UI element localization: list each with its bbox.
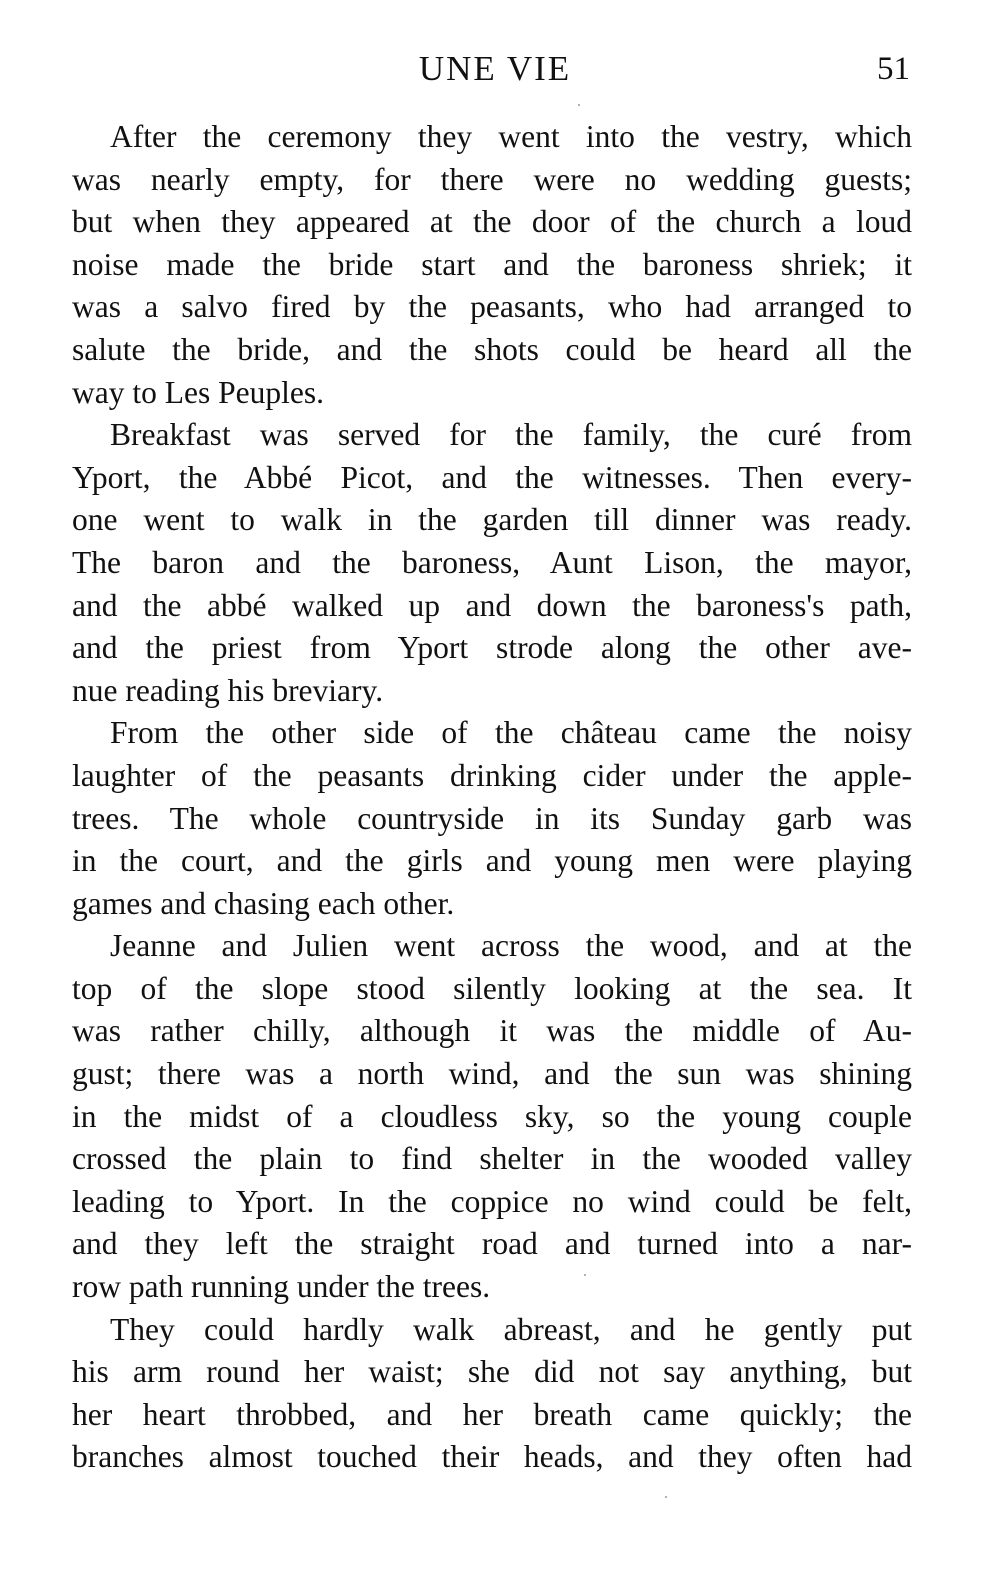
paragraph — [72, 712, 912, 925]
text-line: row path running under the trees. — [72, 1269, 491, 1305]
text-line: was a salvo fired by the peasants, who had arranged to — [72, 289, 912, 325]
text-line: crossed the plain to find shelter in the wooded valley — [72, 1141, 912, 1177]
text-line: salute the bride, and the shots could be heard all the — [72, 331, 912, 367]
paragraph — [72, 1309, 912, 1479]
text-line: From the other side of the château came the noisy — [110, 715, 912, 751]
text-line: and they left the straight road and turned into a nar- — [72, 1226, 912, 1262]
text-line: Yport, the Abbé Picot, and the witnesses. Then every- — [72, 459, 912, 495]
body-text — [72, 116, 912, 1479]
text-line: gust; there was a north wind, and the sun was shining — [72, 1056, 912, 1092]
text-line: The baron and the baroness, Aunt Lison, the mayor, — [72, 544, 912, 580]
scan-speck — [584, 1274, 586, 1276]
text-line: one went to walk in the garden till dinner was ready. — [72, 502, 912, 538]
text-line: his arm round her waist; she did not say anything, but — [72, 1354, 912, 1390]
text-line: nue reading his breviary. — [72, 672, 384, 708]
text-line: top of the slope stood silently looking at the sea. It — [72, 970, 912, 1006]
text-line: was rather chilly, although it was the middle of Au- — [72, 1013, 912, 1049]
text-line: her heart throbbed, and her breath came quickly; the — [72, 1396, 912, 1432]
running-head — [72, 44, 918, 94]
text-line: was nearly empty, for there were no wedding guests; — [72, 161, 912, 197]
text-line: and the priest from Yport strode along the other ave- — [72, 630, 912, 666]
text-line: laughter of the peasants drinking cider under the apple- — [72, 757, 912, 793]
text-line: They could hardly walk abreast, and he gently put — [110, 1311, 912, 1347]
text-line: but when they appeared at the door of the church a loud — [72, 204, 912, 240]
text-line: and the abbé walked up and down the baroness's path, — [72, 587, 912, 623]
text-line: After the ceremony they went into the vestry, which — [110, 119, 912, 154]
text-line: leading to Yport. In the coppice no wind could be felt, — [72, 1183, 912, 1219]
paragraph — [72, 925, 912, 1308]
text-line: way to Les Peuples. — [72, 374, 324, 410]
page-number: 51 — [877, 51, 910, 87]
text-line: branches almost touched their heads, and they often had — [72, 1439, 912, 1475]
text-line: noise made the bride start and the baroness shriek; it — [72, 246, 912, 282]
running-title: UNE VIE — [418, 49, 572, 88]
text-line: trees. The whole countryside in its Sunday garb was — [72, 800, 912, 836]
text-line: games and chasing each other. — [72, 885, 455, 921]
text-line: Breakfast was served for the family, the curé from — [110, 417, 912, 453]
scan-speck — [578, 104, 580, 106]
paragraph — [72, 414, 912, 712]
text-line: in the court, and the girls and young men were playing — [72, 843, 912, 879]
paragraph — [72, 116, 912, 414]
scan-speck — [665, 1496, 667, 1498]
text-line: in the midst of a cloudless sky, so the young couple — [72, 1098, 912, 1134]
text-line: Jeanne and Julien went across the wood, and at the — [110, 928, 912, 964]
